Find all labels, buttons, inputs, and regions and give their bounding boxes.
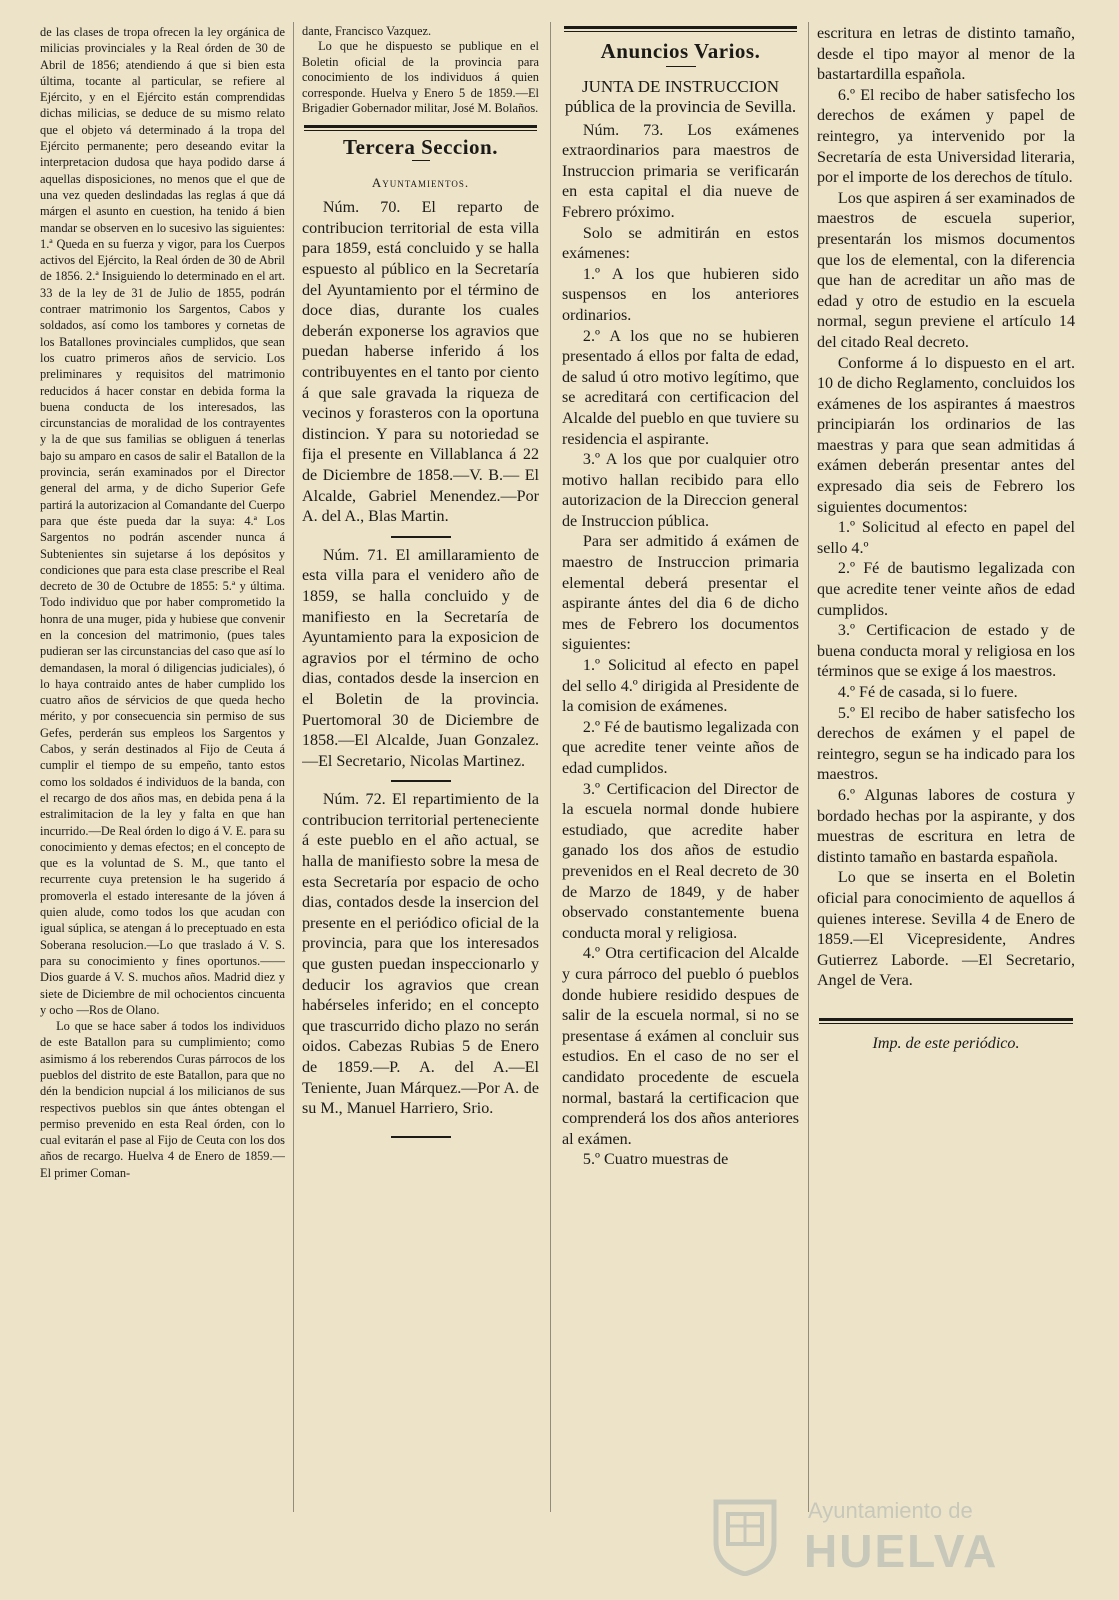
document-item: 2.º Fé de bautismo legalizada con que acredite tener veinte años de edad cumplidos. — [562, 718, 799, 777]
admission-item: 1.º A los que hubieren sido suspensos en los anteriores ordinarios. — [562, 265, 799, 324]
female-document-item: 6.º Algunas labores de costura y bordado hechas por la aspirante, y dos muestras de escritura en letra de distinto tamaño en bastarda española. — [817, 786, 1075, 866]
notice-72: Núm. 72. El repartimiento de la contribucion territorial perteneciente á este pueblo en el año actual, se halla de manifiesto sobre la mesa de esta Secretaría por espacio de ocho dias, contados desde la insercion del presente en el periódico oficial de la provincia, para que los interesados que gusten puedan inspeccionarlo y deducir los agravios que crean habérseles inferido; en el concepto que trascurrido dicho plazo no serán oidos. Cabezas Rubias 5 de Enero de 1859.—P. A. del A.—El Teniente, Juan Márquez.—Por A. de su M., Manuel Harriero, Srio. — [302, 791, 539, 1118]
document-item: 6.º El recibo de haber satisfecho los derechos de exámen y papel de reintegro, ya intervenido por la Secretaría de esta Universidad literaria, por el importe de los derechos de título. — [817, 86, 1075, 187]
column-divider — [550, 22, 551, 1512]
superior-school-paragraph: Los que aspiren á ser examinados de maestros de escuela superior, presentarán los mismos documentos que los de elemental, con la diferencia que han de acreditar un año mas de edad y otro de estudio en la escuela normal, segun previene el artículo 14 del citado Real decreto. — [817, 189, 1075, 351]
junta-title-sub: pública de la provincia de Sevilla. — [564, 96, 797, 116]
battalion-notice: Lo que se hace saber á todos los individuos de este Batallon para su cumplimiento; como asimismo á los reberendos Curas párrocos de los pueblos del distrito de este Batallon, para que no dén la bendicion nupcial á los milicianos de sus respectivos pueblos sin que ántes obtengan el permiso prevenido en esta Real órden, con lo cual evitarán el pase al Fijo de Ceuta con los dos años de recargo. Huelva 4 de Enero de 1859.—El primer Coman- — [40, 1019, 285, 1180]
closing-rule — [819, 1018, 1073, 1024]
short-rule — [391, 1136, 451, 1138]
column-3 — [562, 24, 799, 1171]
section-rule — [564, 26, 797, 32]
decree-text: de las clases de tropa ofrecen la ley orgánica de milicias provinciales y la Real órden de 30 de Abril de 1856; atendiendo á que si bien esta última, tocante al particular, se refiere al Ejército, y en el Ejército están comprendidas dichas milicias, se deduce de su mismo relato que el objeto vá determinado á la tropa del Ejército permanente; pero deseando evitar la interpretacion dudosa que haya podido darse á aquellas disposiciones, no menos que el que de una vez queden deslindadas las reglas á que dá márgen el asunto en cuestion, ha tenido á bien mandar se observen en lo sucesivo las siguientes: 1.ª Queda en su fuerza y vigor, para los Cuerpos activos del Ejército, la Real órden de 30 de Abril de 1856. 2.ª Insiguiendo lo determinado en el art. 33 de la ley de 31 de Julio de 1855, podrán contraer matrimonio los Sargentos, Cabos y soldados, así como los tambores y cornetas de los Batallones provinciales cumplidos, que sean los cuatro primeros años de servicio. Los preliminares y requisitos del matrimonio reducidos á hacer constar en debida forma la buena conducta de los interesados, las circunstancias de moralidad de los contrayentes y la de que sus familias se obliguen á tenerlas bajo su amparo en casos de salir el Batallon de la provincia, serán examinados por el Director general del arma, y de dicho Superior Gefe partirá la autorizacion al Comandante del Cuerpo para que éste pueda dar la suya: 4.ª Los Sargentos no podrán ascender nunca á Subtenientes sin sujetarse á los depósitos y condiciones que para esta clase prescribe el Real decreto de 30 de Octubre de 1855: 5.ª y última. Todo individuo que por haber comprometido la honra de una muger, pida y hubiese que convenir en la concesion del matrimonio, (pues tales pudieran ser las circunstancias del caso que así lo demandasen, la moral ó diligencias judiciales), ó lo haya contraido antes de haber cumplido los cuatro años de sérvicios de que queda hecho mérito, y por consecuencia sin permiso de sus Gefes, perderán sus empleos los Sargentos y Cabos, y serán destinados al Fijo de Ceuta á cumplir el tiempo de su empeño, tanto estos como los soldados é individuos de la banda, con el recargo de dos años mas, en debida pena á la estralimitacion de la ley y falta en que han incurrido.—De Real órden lo digo á V. E. para su conocimiento y demas efectos; en el concepto de que es la voluntad de S. M., que tanto el recurrente cuya pretension le ha sugerido á promoverla el estado interesante de la jóven á quien alude, como todos los que acudan con igual súplica, se atengan á lo preceptuado en esta Soberana resolucion.—Lo que traslado á V. S. para su conocimiento y fines oportunos.—— Dios guarde á V. S. muchos años. Madrid diez y siete de Diciembre de mil ochocientos cincuenta y ocho —Ros de Olano. — [40, 25, 285, 1017]
junta-title — [562, 77, 799, 117]
signature-line: dante, Francisco Vazquez. — [302, 24, 432, 38]
admission-intro: Solo se admitirán en estos exámenes: — [562, 224, 799, 263]
female-document-item: 4.º Fé de casada, si lo fuere. — [837, 684, 1018, 701]
column-divider — [293, 22, 294, 1512]
female-document-item: 2.º Fé de bautismo legalizada con que acredite tener veinte años de edad cumplidos. — [817, 560, 1075, 619]
shield-icon — [712, 1496, 778, 1576]
female-document-item: 1.º Solicitud al efecto en papel del sello 4.º — [817, 519, 1075, 557]
short-rule — [391, 536, 451, 538]
watermark-line-2: HUELVA — [804, 1525, 999, 1577]
notice-73: Núm. 73. Los exámenes extraordinarios para maestros de Instruccion primaria se verificarán en esta capital el dia nueve de Febrero próximo. — [562, 121, 799, 221]
watermark-logo — [700, 1490, 1090, 1580]
section-title: Tercera Seccion. — [343, 135, 498, 160]
watermark-line-1: Ayuntamiento de — [808, 1498, 973, 1523]
short-rule — [391, 780, 451, 782]
female-document-item: 3.º Certificacion de estado y de buena conducta moral y religiosa en los términos que se exige á los maestros. — [817, 622, 1075, 681]
column-4 — [817, 24, 1075, 1055]
female-document-item: 5.º El recibo de haber satisfecho los derechos de exámen y el papel de reintegro, segun se ha indicado para los maestros. — [817, 704, 1075, 784]
imprint: Imp. de este periódico. — [872, 1034, 1020, 1052]
admission-item: 3.º A los que por cualquier otro motivo hallan recibido para ello autorizacion de la Direccion general de Instruccion pública. — [562, 451, 799, 530]
document-item: 1.º Solicitud al efecto en papel del sello 4.º dirigida al Presidente de la comision de exámenes. — [562, 657, 799, 716]
document-item: 4.º Otra certificacion del Alcalde y cura párroco del pueblo ó pueblos donde hubiere residido despues de salir de la escuela normal, si no se presentase á exámen al concluir sus estudios. En el caso de no ser el candidato procedente de escuela normal, bastará la certificacion que comprenderá los dos años anteriores al exámen. — [562, 945, 799, 1148]
document-item: 5.º Cuatro muestras de — [582, 1151, 729, 1169]
teachers-paragraph: Conforme á lo dispuesto en el art. 10 de dicho Reglamento, concluidos los exámenes de los aspirantes á maestros principiarán los ordinarios de las maestras y para que sean admitidas á exámen deberán presentar antes del expresado dia seis de Febrero los siguientes documentos: — [817, 354, 1075, 516]
section-rule — [304, 125, 537, 131]
section-title: Anuncios Varios. — [600, 39, 761, 63]
column-1 — [40, 24, 285, 1181]
short-rule — [412, 160, 430, 161]
notice-70: Núm. 70. El reparto de contribucion territorial de esta villa para 1859, está concluido y se halla espuesto al público en la Secretaría del Ayuntamiento por el término de doce dias, durante los cuales deberán exponerse los agravios que puedan haberse inferido á los contribuyentes en el tanto por ciento á que sale gravada la riqueza de vecinos y forasteros con la oportuna distincion. Y para su notoriedad se fija el presente en Villablanca á 22 de Diciembre de 1858.—V. B.— El Alcalde, Gabriel Menendez.—Por A. del A., Blas Martin. — [302, 199, 539, 526]
governor-notice: Lo que he dispuesto se publique en el Boletin oficial de la provincia para conocimiento de los individuos á quien corresponde. Huelva y Enero 5 de 1859.—El Brigadier Gobernador militar, José M. Bolaños. — [302, 39, 539, 116]
column-divider — [808, 22, 809, 1512]
notice-71: Núm. 71. El amillaramiento de esta villa para el venidero año de 1859, se halla concluido y de manifiesto en la Secretaría de Ayuntamiento para la exposicion de agravios por el término de ocho dias, contados desde la insercion en el Boletin de la provincia. Puertomoral 30 de Diciembre de 1858.—El Alcalde, Juan Gonzalez.—El Secretario, Nicolas Martinez. — [302, 546, 539, 770]
document-item-continued: escritura en letras de distinto tamaño, desde el tipo mayor al menor de la bastartardilla española. — [817, 25, 1075, 84]
closing-paragraph: Lo que se inserta en el Boletin oficial para conocimiento de aquellos á quienes interese. Sevilla 4 de Enero de 1859.—El Vicepresidente, Andres Gutierrez Laborde. —El Secretario, Angel de Vera. — [817, 869, 1075, 990]
subsection-title: Ayuntamientos. — [371, 174, 470, 190]
documents-intro: Para ser admitido á exámen de maestro de Instruccion primaria elemental deberá presentar el aspirante ántes del dia 6 de dicho mes de Febrero los documentos siguientes: — [562, 533, 799, 654]
column-2 — [302, 24, 539, 1146]
short-rule — [666, 66, 696, 67]
document-item: 3.º Certificacion del Director de la escuela normal donde hubiere estudiado, que acredite haber ganado los dos años de estudio prevenidos en el Real decreto de 30 de Marzo de 1849, y de haber observado constantemente buena conducta moral y religiosa. — [562, 780, 799, 942]
admission-item: 2.º A los que no se hubieren presentado á ellos por falta de edad, de salud ú otro motivo legítimo, que se acreditará con certificacion del Alcalde del pueblo en que tuviere su residencia el aspirante. — [562, 327, 799, 448]
junta-title-main: JUNTA DE INSTRUCCION — [582, 76, 779, 96]
